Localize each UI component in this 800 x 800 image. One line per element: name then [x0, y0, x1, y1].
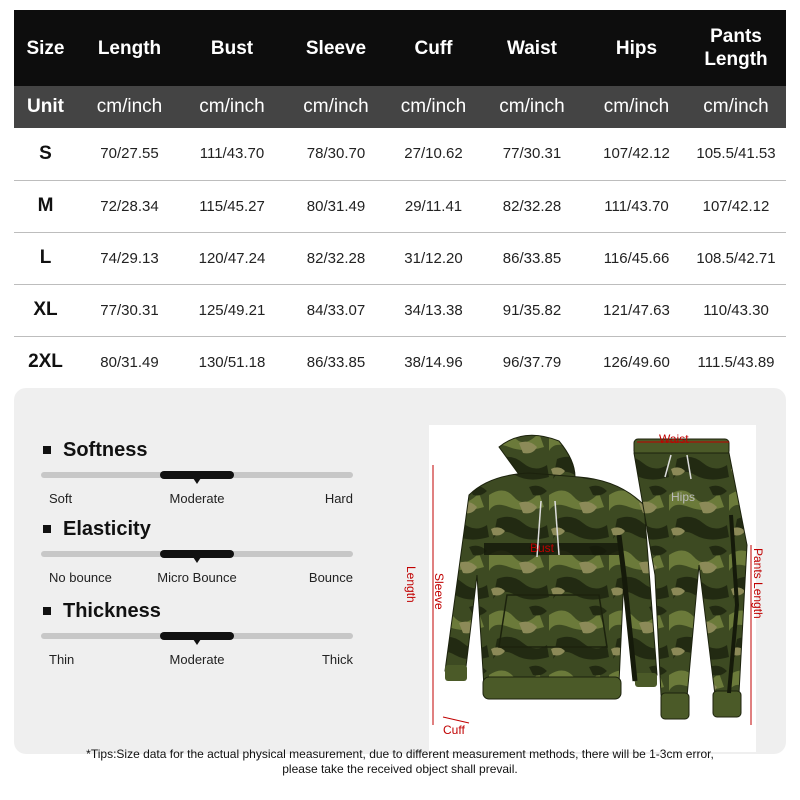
camo-tracksuit-illustration	[429, 425, 756, 752]
sleeve-dimension-label: Sleeve	[432, 573, 446, 610]
length-dimension-label: Length	[404, 566, 418, 603]
unit-cell: cm/inch	[199, 96, 265, 117]
size-cell: XL	[33, 299, 58, 320]
scale-track	[41, 551, 353, 557]
scale-pointer-icon	[193, 557, 201, 563]
table-row	[14, 180, 786, 232]
unit-cell: cm/inch	[499, 96, 565, 117]
cuff-dimension-label: Cuff	[443, 723, 465, 737]
size-cell: M	[37, 195, 54, 216]
measurement-cell: 116/45.66	[603, 249, 670, 267]
size-cell: L	[39, 247, 52, 268]
measurement-cell: 107/42.12	[603, 145, 670, 163]
header-hips: Hips	[615, 37, 658, 59]
softness-scale	[41, 438, 353, 507]
unit-cell: cm/inch	[400, 96, 467, 117]
bullet-square	[43, 607, 51, 615]
measurement-cell: 77/30.31	[502, 145, 562, 163]
scale-label-middle: Micro Bounce	[157, 570, 237, 585]
table-unit-row	[14, 86, 786, 128]
measurement-cell: 111.5/43.89	[697, 353, 775, 371]
elasticity-scale	[41, 517, 353, 586]
measurement-cell: 107/42.12	[702, 197, 770, 215]
table-body	[14, 128, 786, 388]
unit-cell: cm/inch	[303, 96, 369, 117]
table-row	[14, 232, 786, 284]
header-length: Length	[97, 37, 162, 59]
measurement-cell: 80/31.49	[306, 197, 366, 215]
measurement-cell: 110/43.30	[703, 301, 769, 319]
measurement-cell: 74/29.13	[100, 249, 159, 267]
scale-track	[41, 633, 353, 639]
measurement-cell: 86/33.85	[306, 353, 366, 371]
unit-cell: cm/inch	[603, 96, 670, 117]
table-row	[14, 336, 786, 388]
measurement-cell: 27/10.62	[404, 145, 463, 163]
hips-dimension-label: Hips	[671, 490, 696, 504]
scale-label-left: Soft	[49, 491, 73, 506]
header-bust: Bust	[210, 37, 254, 59]
measurement-cell: 78/30.70	[306, 145, 366, 163]
measurement-cell: 31/12.20	[404, 249, 463, 267]
measurement-cell: 82/32.28	[306, 249, 366, 267]
measurement-cell: 91/35.82	[502, 301, 562, 319]
measurement-cell: 70/27.55	[100, 145, 159, 163]
tips-line-2: please take the received object shall prevail.	[282, 762, 518, 776]
measurement-cell: 108.5/42.71	[696, 249, 776, 267]
measurement-cell: 80/31.49	[100, 353, 159, 371]
header-waist: Waist	[507, 37, 557, 59]
measurement-cell: 84/33.07	[306, 301, 366, 319]
header-cuff: Cuff	[414, 37, 453, 59]
measurement-cell: 29/11.41	[404, 197, 463, 215]
scale-label-right: Bounce	[308, 570, 353, 585]
hoodie-shape	[445, 435, 657, 699]
size-chart-table	[14, 10, 786, 388]
scale-label-left: Thin	[49, 652, 75, 667]
measurement-cell: 82/32.28	[502, 197, 562, 215]
scale-track	[41, 472, 353, 478]
table-header-row	[14, 10, 786, 86]
measurement-cell: 126/49.60	[603, 353, 670, 371]
scale-label-right: Thick	[321, 652, 353, 667]
attribute-name: Thickness	[63, 599, 161, 622]
measurement-cell: 86/33.85	[502, 249, 562, 267]
scale-label-middle: Moderate	[169, 491, 225, 506]
bullet-square	[43, 446, 51, 454]
measurement-cell: 34/13.38	[404, 301, 463, 319]
measurement-cell: 120/47.24	[198, 249, 266, 267]
measurement-cell: 125/49.21	[198, 301, 266, 319]
table-row	[14, 284, 786, 336]
unit-label: Unit	[27, 96, 64, 117]
waist-dimension-label: Waist	[659, 432, 689, 446]
scale-label-middle: Moderate	[169, 652, 225, 667]
product-measurement-image	[429, 425, 765, 752]
thickness-scale	[41, 599, 353, 668]
attribute-name: Softness	[63, 438, 148, 461]
size-cell: 2XL	[28, 351, 63, 373]
measurement-cell: 77/30.31	[100, 301, 159, 319]
measurement-cell: 111/43.70	[604, 197, 669, 215]
size-cell: S	[39, 142, 52, 164]
header-size: Size	[26, 37, 65, 59]
measurement-cell: 111/43.70	[199, 145, 265, 163]
unit-cell: cm/inch	[703, 96, 769, 117]
measurement-cell: 130/51.18	[198, 353, 266, 371]
measurement-cell: 115/45.27	[199, 197, 265, 215]
header-sleeve: Sleeve	[305, 37, 367, 59]
attribute-name: Elasticity	[63, 517, 151, 540]
tips-line-1: *Tips:Size data for the actual physical measurement, due to different measurement methods, there will be 1-3cm error,	[86, 747, 714, 761]
unit-cell: cm/inch	[96, 96, 163, 117]
measurement-cell: 105.5/41.53	[696, 145, 776, 163]
pants-length-dimension-label: Pants Length	[751, 548, 765, 619]
bust-dimension-label: Bust	[530, 541, 555, 555]
measurement-cell: 96/37.79	[502, 353, 562, 371]
scale-pointer-icon	[193, 639, 201, 645]
table-row	[14, 128, 786, 180]
scale-label-right: Hard	[324, 491, 353, 506]
scale-label-left: No bounce	[49, 570, 112, 585]
bullet-square	[43, 525, 51, 533]
measurement-cell: 121/47.63	[603, 301, 670, 319]
measurement-cell: 72/28.34	[100, 197, 159, 215]
measurement-cell: 38/14.96	[404, 353, 463, 371]
header-pants-length: Pants Length	[704, 26, 768, 70]
tips-note	[0, 747, 800, 777]
scale-pointer-icon	[193, 478, 201, 484]
